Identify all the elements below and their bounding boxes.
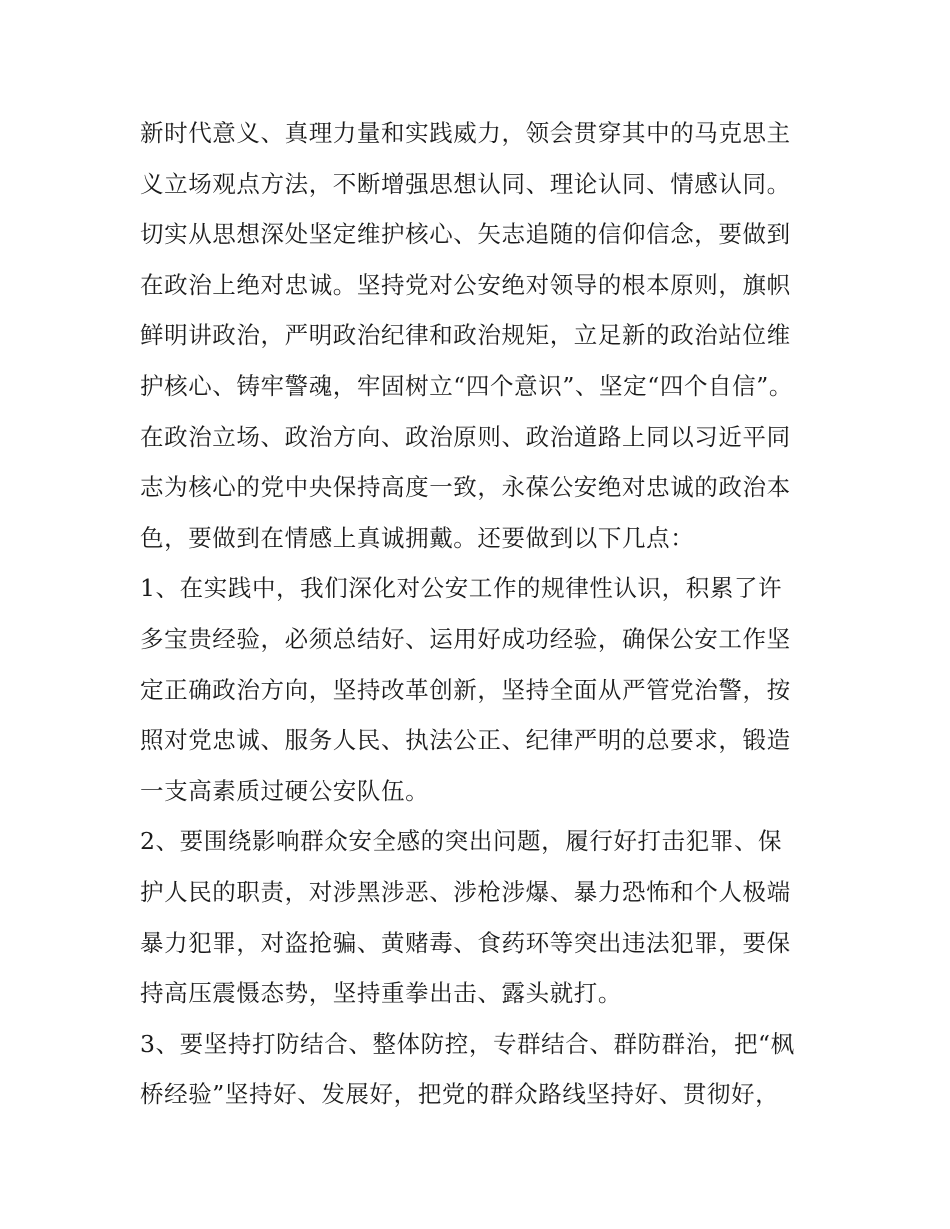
list-item-1-line-1: 1、在实践中，我们深化对公安工作的规律性认识，积累了许 (140, 574, 783, 603)
text-line-3: 切实从思想深处坚定维护核心、矢志追随的信仰信念，要做到 (140, 220, 791, 249)
list-item-2-line-2: 护人民的职责，对涉黑涉恶、涉枪涉爆、暴力恐怖和个人极端 (140, 877, 791, 906)
text-line-7: 在政治立场、政治方向、政治原则、政治道路上同以习近平同 (140, 422, 791, 451)
text-line-9: 色，要做到在情感上真诚拥戴。还要做到以下几点： (140, 523, 695, 552)
text-line-6: 护核心、铸牢警魂，牢固树立“四个意识”、坚定“四个自信”。 (140, 371, 793, 400)
list-item-2-line-4: 持高压震慑态势，坚持重拳出击、露头就打。 (140, 979, 622, 1008)
list-item-3-line-2: 桥经验”坚持好、发展好，把党的群众路线坚持好、贯彻好， (140, 1080, 780, 1109)
list-item-2-line-3: 暴力犯罪，对盗抢骗、黄赌毒、食药环等突出违法犯罪，要保 (140, 928, 791, 957)
text-line-8: 志为核心的党中央保持高度一致，永葆公安绝对忠诚的政治本 (140, 473, 791, 502)
list-item-2-line-1: 2、要围绕影响群众安全感的突出问题，履行好打击犯罪、保 (140, 827, 783, 856)
list-item-1-line-2: 多宝贵经验，必须总结好、运用好成功经验，确保公安工作坚 (140, 624, 791, 653)
body-text (140, 108, 820, 1120)
text-line-5: 鲜明讲政治，严明政治纪律和政治规矩，立足新的政治站位维 (140, 321, 791, 350)
text-line-4: 在政治上绝对忠诚。坚持党对公安绝对领导的根本原则，旗帜 (140, 270, 791, 299)
list-item-1-line-5: 一支高素质过硬公安队伍。 (140, 776, 430, 805)
text-line-1: 新时代意义、真理力量和实践威力，领会贯穿其中的马克思主 (140, 119, 791, 147)
list-item-3-line-1: 3、要坚持打防结合、整体防控，专群结合、群防群治，把“枫 (140, 1029, 795, 1058)
text-line-2: 义立场观点方法，不断增强思想认同、理论认同、情感认同。 (140, 169, 791, 198)
list-item-1-line-3: 定正确政治方向，坚持改革创新，坚持全面从严管党治警，按 (140, 675, 791, 704)
list-item-1-line-4: 照对党忠诚、服务人民、执法公正、纪律严明的总要求，锻造 (140, 726, 791, 755)
